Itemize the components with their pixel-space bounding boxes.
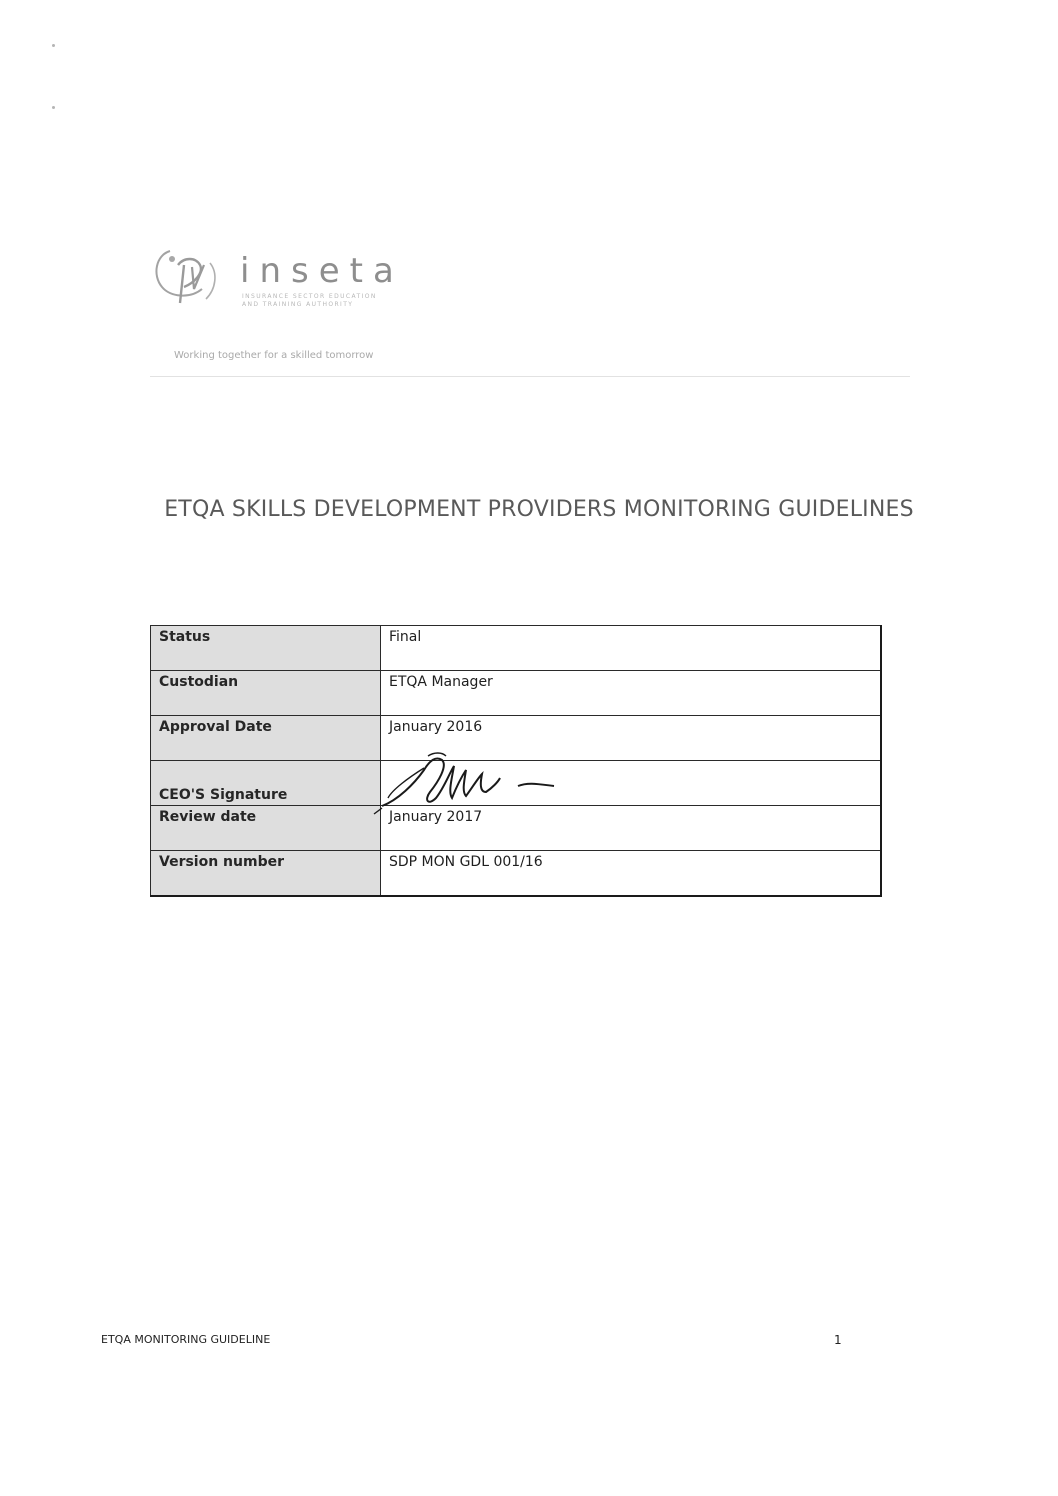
- footer-document-name: ETQA MONITORING GUIDELINE: [101, 1333, 271, 1346]
- row-label: CEO'S Signature: [151, 761, 381, 806]
- scan-speck: [52, 106, 55, 109]
- inseta-emblem-icon: [150, 243, 232, 313]
- row-value: January 2016: [381, 716, 882, 761]
- document-info-table: [150, 625, 882, 897]
- document-title: ETQA SKILLS DEVELOPMENT PROVIDERS MONITORING GUIDELINES: [164, 497, 914, 522]
- signature-cell: [381, 761, 882, 806]
- page-number: 1: [834, 1333, 842, 1347]
- table-row: [151, 671, 882, 716]
- row-label: Status: [151, 626, 381, 671]
- table-row: [151, 806, 882, 851]
- row-label: Approval Date: [151, 716, 381, 761]
- table-row: [151, 626, 882, 671]
- table-row: [151, 716, 882, 761]
- logo-subtitle-line2: AND TRAINING AUTHORITY: [242, 301, 354, 308]
- row-value: SDP MON GDL 001/16: [381, 851, 882, 896]
- row-label: Custodian: [151, 671, 381, 716]
- inseta-logo: [150, 243, 480, 323]
- row-label: Review date: [151, 806, 381, 851]
- logo-tagline: Working together for a skilled tomorrow: [174, 350, 374, 361]
- header-divider: [150, 376, 910, 377]
- row-label: Version number: [151, 851, 381, 896]
- row-value: January 2017: [381, 806, 882, 851]
- table-row: [151, 761, 882, 806]
- row-value: Final: [381, 626, 882, 671]
- table-row: [151, 851, 882, 896]
- logo-wordmark: inseta: [240, 251, 404, 291]
- row-value: ETQA Manager: [381, 671, 882, 716]
- scan-speck: [52, 44, 55, 47]
- logo-subtitle-line1: INSURANCE SECTOR EDUCATION: [242, 293, 377, 300]
